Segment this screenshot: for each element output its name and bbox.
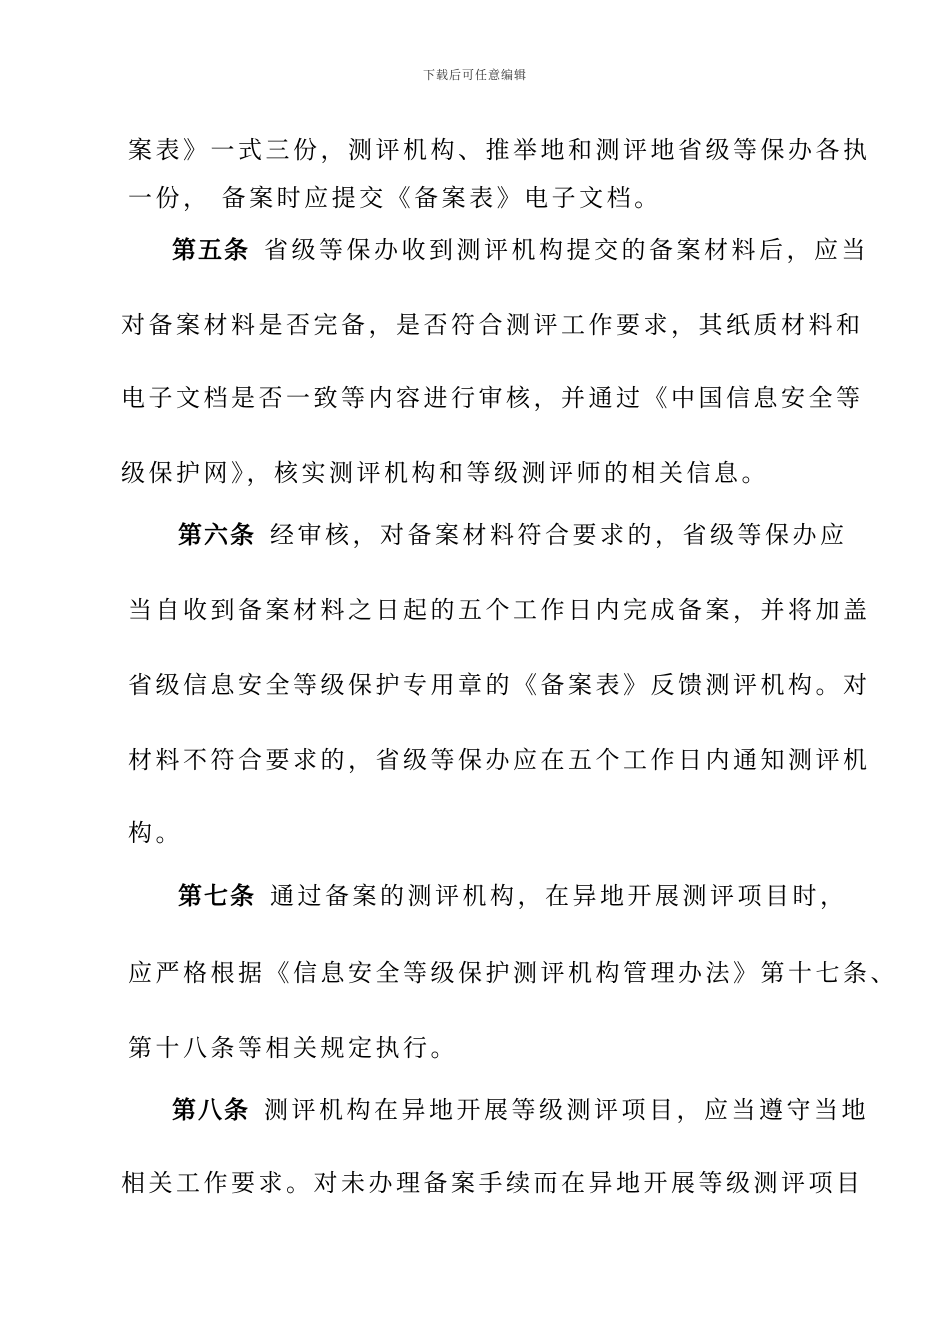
line-text: 经审核，对备案材料符合要求的，省级等保办应 [270, 521, 848, 549]
line-text: 一份， 备案时应提交《备案表》电子文档。 [128, 184, 662, 212]
body-line [128, 818, 183, 848]
body-line [128, 595, 871, 625]
line-text: 级保护网》，核实测评机构和等级测评师的相关信息。 [121, 459, 769, 487]
line-text: 第十八条等相关规定执行。 [128, 1034, 458, 1062]
article-heading: 第八条 [172, 1096, 250, 1124]
body-line [121, 458, 769, 488]
line-text: 通过备案的测评机构，在异地开展测评项目时， [270, 882, 848, 910]
line-text: 材料不符合要求的，省级等保办应在五个工作日内通知测评机 [128, 746, 871, 774]
body-line [128, 135, 871, 165]
body-line [128, 745, 871, 775]
line-text: 电子文档是否一致等内容进行审核，并通过《中国信息安全等 [121, 384, 864, 412]
article-7-line [178, 881, 848, 911]
body-line [121, 383, 864, 413]
article-8-line [172, 1095, 869, 1125]
article-heading: 第五条 [172, 236, 250, 264]
article-5-line [172, 235, 869, 265]
body-line [128, 1033, 458, 1063]
body-line [128, 183, 662, 213]
body-line [121, 310, 864, 340]
line-text: 省级等保办收到测评机构提交的备案材料后，应当 [264, 236, 869, 264]
body-line [121, 1168, 864, 1198]
line-text: 应严格根据《信息安全等级保护测评机构管理办法》第十七条、 [128, 959, 898, 987]
line-text: 案表》一式三份，测评机构、推举地和测评地省级等保办各执 [128, 136, 871, 164]
line-text: 省级信息安全等级保护专用章的《备案表》反馈测评机构。对 [128, 671, 871, 699]
line-text: 测评机构在异地开展等级测评项目，应当遵守当地 [264, 1096, 869, 1124]
article-6-line [178, 520, 848, 550]
body-line [128, 670, 871, 700]
page-header: 下载后可任意编辑 [422, 68, 527, 82]
article-heading: 第六条 [178, 521, 256, 549]
line-text: 对备案材料是否完备，是否符合测评工作要求，其纸质材料和 [121, 311, 864, 339]
body-line [128, 958, 898, 988]
line-text: 相关工作要求。对未办理备案手续而在异地开展等级测评项目 [121, 1169, 864, 1197]
line-text: 构。 [128, 819, 183, 847]
line-text: 当自收到备案材料之日起的五个工作日内完成备案，并将加盖 [128, 596, 871, 624]
article-heading: 第七条 [178, 882, 256, 910]
